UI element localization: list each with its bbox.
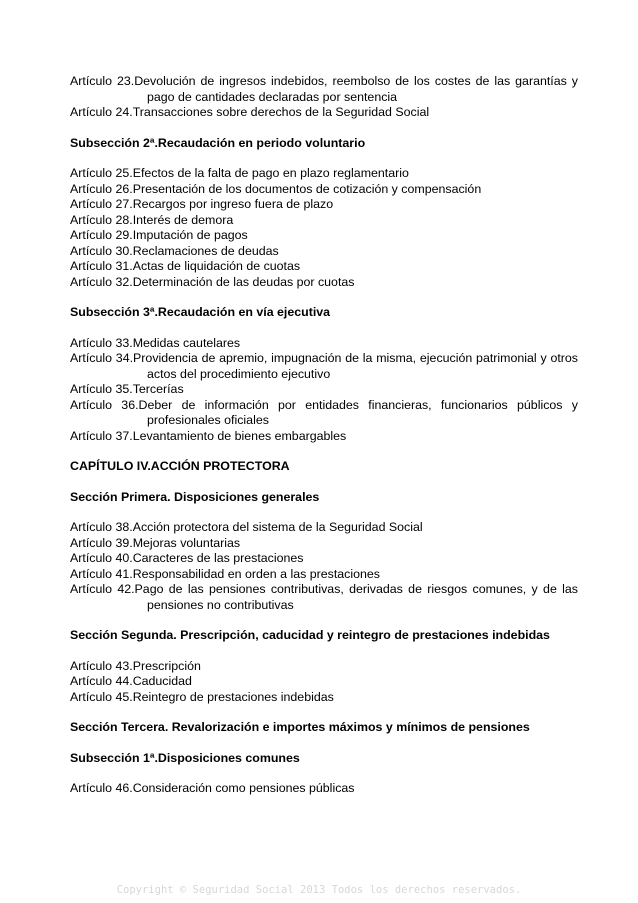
article-entry xyxy=(70,567,578,583)
article-title: Prescripción xyxy=(132,658,201,673)
article-entry xyxy=(70,382,578,398)
article-entry xyxy=(70,520,578,536)
article-number: Artículo 39. xyxy=(70,535,133,550)
article-title: Efectos de la falta de pago en plazo reglamentario xyxy=(132,166,409,180)
article-number: Artículo 37. xyxy=(70,428,133,443)
article-title: Caducidad xyxy=(132,674,192,688)
article-entry xyxy=(70,197,578,213)
article-title: Acción protectora del sistema de la Seguridad Social xyxy=(132,520,423,534)
section-heading: CAPÍTULO IV.ACCIÓN PROTECTORA xyxy=(70,459,290,473)
article-title: Transacciones sobre derechos de la Seguridad Social xyxy=(132,105,430,119)
article-number: Artículo 40. xyxy=(70,551,133,565)
article-title: Deber de información por entidades financieras, funcionarios públicos y profesionales oficiales xyxy=(138,397,578,427)
article-title: Pago de las pensiones contributivas, derivadas de riesgos comunes, y de las pensiones no contributivas xyxy=(134,582,578,612)
article-entry xyxy=(70,74,578,105)
article-number: Artículo 31. xyxy=(70,259,133,273)
article-title: Responsabilidad en orden a las prestaciones xyxy=(132,566,380,581)
article-entry xyxy=(70,398,578,429)
article-entry xyxy=(70,259,578,275)
article-entry xyxy=(70,213,578,229)
section-heading: Subsección 1ª.Disposiciones comunes xyxy=(70,750,300,765)
article-entry xyxy=(70,105,578,121)
article-entry xyxy=(70,275,578,291)
section-heading: Sección Segunda. Prescripción, caducidad y reintegro de prestaciones indebidas xyxy=(70,628,550,642)
article-entry xyxy=(70,536,578,552)
article-number: Artículo 38. xyxy=(70,520,133,534)
article-number: Artículo 23. xyxy=(70,74,135,88)
article-title: Interés de demora xyxy=(132,212,234,227)
article-title: Consideración como pensiones públicas xyxy=(132,781,355,795)
article-number: Artículo 28. xyxy=(70,212,133,227)
article-entry xyxy=(70,182,578,198)
article-title: Imputación de pagos xyxy=(132,228,248,242)
article-entry xyxy=(70,690,578,706)
article-title: Caracteres de las prestaciones xyxy=(132,551,304,565)
article-entry xyxy=(70,781,578,797)
article-number: Artículo 46. xyxy=(70,781,133,795)
article-entry xyxy=(70,166,578,182)
article-title: Levantamiento de bienes embargables xyxy=(132,428,347,443)
article-number: Artículo 30. xyxy=(70,243,133,258)
document-body xyxy=(70,74,578,797)
article-entry xyxy=(70,336,578,352)
article-title: Actas de liquidación de cuotas xyxy=(132,259,301,273)
section-heading: Subsección 2ª.Recaudación en periodo voluntario xyxy=(70,135,366,150)
article-number: Artículo 24. xyxy=(70,105,133,119)
article-number: Artículo 43. xyxy=(70,658,133,673)
section-heading: Subsección 3ª.Recaudación en vía ejecutiva xyxy=(70,305,331,319)
article-entry xyxy=(70,659,578,675)
article-number: Artículo 44. xyxy=(70,674,133,688)
article-entry xyxy=(70,674,578,690)
article-number: Artículo 33. xyxy=(70,335,133,350)
article-number: Artículo 27. xyxy=(70,197,133,211)
article-title: Medidas cautelares xyxy=(132,335,241,350)
article-title: Recargos por ingreso fuera de plazo xyxy=(132,197,334,211)
article-title: Mejoras voluntarias xyxy=(132,535,241,550)
article-title: Reclamaciones de deudas xyxy=(132,243,279,258)
section-heading: Sección Tercera. Revalorización e importes máximos y mínimos de pensiones xyxy=(70,720,530,734)
article-entry xyxy=(70,228,578,244)
article-number: Artículo 42. xyxy=(70,582,135,596)
article-title: Presentación de los documentos de cotización y compensación xyxy=(132,181,482,196)
article-entry xyxy=(70,351,578,382)
article-title: Providencia de apremio, impugnación de la misma, ejecución patrimonial y otros actos del procedimiento ejecutivo xyxy=(133,351,578,381)
article-number: Artículo 32. xyxy=(70,274,133,289)
section-heading: Sección Primera. Disposiciones generales xyxy=(70,489,320,504)
article-title: Tercerías xyxy=(132,382,184,396)
article-number: Artículo 29. xyxy=(70,228,133,242)
article-number: Artículo 36. xyxy=(70,397,139,412)
article-entry xyxy=(70,582,578,613)
article-entry xyxy=(70,429,578,445)
article-title: Devolución de ingresos indebidos, reembolso de los costes de las garantías y pago de cantidades declaradas por sentencia xyxy=(134,74,578,104)
article-title: Reintegro de prestaciones indebidas xyxy=(132,689,334,704)
article-number: Artículo 26. xyxy=(70,181,133,196)
article-number: Artículo 35. xyxy=(70,382,133,396)
article-number: Artículo 41. xyxy=(70,566,133,581)
article-entry xyxy=(70,551,578,567)
article-number: Artículo 45. xyxy=(70,689,133,704)
article-number: Artículo 25. xyxy=(70,166,133,180)
article-number: Artículo 34. xyxy=(70,351,134,365)
article-entry xyxy=(70,244,578,260)
article-title: Determinación de las deudas por cuotas xyxy=(132,274,355,289)
copyright-footer: Copyright © Seguridad Social 2013 Todos los derechos reservados. xyxy=(116,884,522,896)
